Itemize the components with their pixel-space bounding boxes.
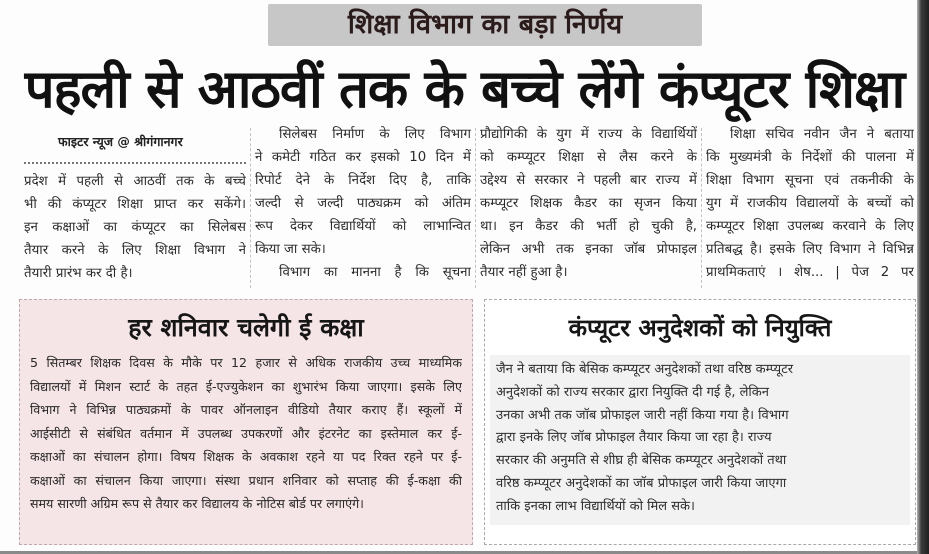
text-line: वरिष्ठ कम्प्यूटर अनुदेशकों का जॉब प्रोफाइल जारी किया जाएगा: [496, 475, 787, 491]
ecourse-box-body: [30, 351, 462, 521]
text-line: 5 सितम्बर शिक्षक दिवस के मौके पर 12 हजार से अधिक राजकीय उच्च माध्यमिक: [30, 355, 462, 370]
text-line: प्रतिबद्ध है। इसके लिए विभाग ने विभिन्न: [706, 242, 914, 257]
paragraph: [30, 351, 462, 516]
ecourse-sidebar-box: [19, 299, 473, 545]
text-line: विद्यालयों में मिशन स्टार्ट के तहत ई-एज्युकेशन का शुभारंभ किया जाएगा। इसके लिए: [30, 378, 462, 394]
paragraph: [706, 123, 914, 284]
text-line: प्रौद्योगिकी के युग में राज्य के विद्यार्थियों: [480, 127, 697, 142]
text-line: लेकिन अभी तक इनका जॉब प्रोफाइल: [480, 242, 697, 257]
byline-divider: [24, 162, 246, 164]
paragraph: [496, 359, 906, 519]
instructors-box-body: [496, 359, 906, 521]
article-column-1: [24, 170, 246, 288]
text-line: था। इन कैडर की भर्ती हो चुकी है,: [480, 219, 697, 234]
text-line: रिपोर्ट देने के निर्देश दिए है, ताकि: [255, 173, 471, 188]
headline: पहली से आठवीं तक के बच्चे लेंगे कंप्यूटर शिक्षा: [24, 59, 905, 120]
text-line: कम्प्यूटर शिक्षा उपलब्ध करवाने के लिए: [706, 219, 914, 234]
text-line: ने कमेटी गठित कर इसको 10 दिन में: [255, 150, 471, 165]
text-line: कम्प्यूटर शिक्षक कैडर का सृजन किया: [480, 196, 697, 211]
photo-edge-right: [917, 0, 929, 554]
column-divider: [701, 128, 702, 288]
column-divider: [475, 128, 476, 288]
text-line: कक्षाओं का संचालन किया जाएगा। संस्था प्रधान शनिवार को सप्ताह की ई-कक्षा की: [30, 472, 462, 488]
instructors-sidebar-box: [484, 299, 916, 545]
kicker-band: [268, 4, 702, 46]
article-column-2: [255, 123, 471, 289]
paragraph: [255, 123, 471, 261]
text-line: विभाग ने विभिन्न पाठ्यक्रमों के पावर ऑनलाइन वीडियो तैयार कराए हैं। स्कूलों में: [30, 402, 462, 417]
text-line: सरकार की अनुमति से शीघ्र ही बेसिक कम्प्यूटर अनुदेशकों तथा: [496, 453, 787, 469]
text-line: शिक्षा विभाग सूचना एवं तकनीकी के: [706, 173, 914, 188]
kicker-text: शिक्षा विभाग का बड़ा निर्णय: [347, 9, 623, 40]
text-line: जल्दी से जल्दी पाठ्यक्रम को अंतिम: [255, 196, 471, 211]
ecourse-box-heading: हर शनिवार चलेगी ई कक्षा: [128, 313, 364, 342]
text-line: शिक्षा सचिव नवीन जैन ने बताया: [730, 127, 914, 142]
paragraph: [255, 261, 471, 284]
byline: फाइटर न्यूज @ श्रीगंगानगर: [58, 134, 183, 149]
text-line: को कम्प्यूटर शिक्षा से लैस करने के: [480, 150, 697, 165]
column-divider: [250, 128, 251, 288]
article-column-4: [706, 123, 914, 289]
text-line: तैयार नहीं हुआ है।: [480, 265, 568, 280]
text-line: ताकि इनका लाभ विद्यार्थियों को मिल सके।: [496, 498, 695, 514]
instructors-box-heading: कंप्यूटर अनुदेशकों को नियुक्ति: [568, 314, 832, 342]
paragraph: [24, 170, 246, 285]
paragraph: [480, 123, 697, 284]
text-line: रूप देकर विद्यार्थियों को लाभान्वित: [255, 219, 471, 234]
text-line: उनका अभी तक जॉब प्रोफाइल जारी नहीं किया गया है। विभाग: [496, 407, 789, 423]
text-line: आईसीटी से संबंधित वर्तमान में उपलब्ध उपकरणों और इंटरनेट का इस्तेमाल कर ई-: [30, 425, 462, 441]
text-line: समय सारणी अग्रिम रूप से तैयार कर विद्यालय के नोटिस बोर्ड पर लगाएंगे।: [30, 496, 364, 511]
text-line: युग में राजकीय विद्यालयों के बच्चों को: [706, 196, 914, 211]
text-line: सिलेबस निर्माण के लिए विभाग: [279, 127, 471, 142]
text-line: प्राथमिकताएं । शेष... | पेज 2 पर: [706, 265, 914, 280]
text-line: भी की कंप्यूटर शिक्षा प्राप्त कर सकेंगे।: [24, 197, 246, 212]
text-line: उद्देश्य से सरकार ने पहली बार राज्य में: [480, 173, 697, 188]
text-line: जैन ने बताया कि बेसिक कम्प्यूटर अनुदेशकों तथा वरिष्ठ कम्प्यूटर: [496, 362, 794, 377]
text-line: कि मुख्यमंत्री के निर्देशों की पालना में: [706, 150, 914, 165]
text-line: इन कक्षाओं का कंप्यूटर का सिलेबस: [24, 220, 246, 235]
text-line: अनुदेशकों को राज्य सरकार द्वारा नियुक्ति दी गई है, लेकिन: [496, 384, 769, 400]
text-line: द्वारा इनके लिए जॉब प्रोफाइल तैयार किया जा रहा है। राज्य: [496, 430, 772, 446]
text-line: कक्षाओं का संचालन होगा। विषय शिक्षक के अवकाश रहने या पद रिक्त रहने पर ई-: [30, 449, 462, 464]
text-line: किया जा सके।: [255, 242, 326, 257]
article-column-3: [480, 123, 697, 289]
text-line: तैयारी प्रारंभ कर दी है।: [24, 266, 133, 281]
text-line: प्रदेश में पहली से आठवीं तक के बच्चे: [24, 174, 246, 189]
text-line: तैयार करने के लिए शिक्षा विभाग ने: [24, 243, 246, 258]
text-line: विभाग का मानना है कि सूचना: [279, 265, 471, 280]
